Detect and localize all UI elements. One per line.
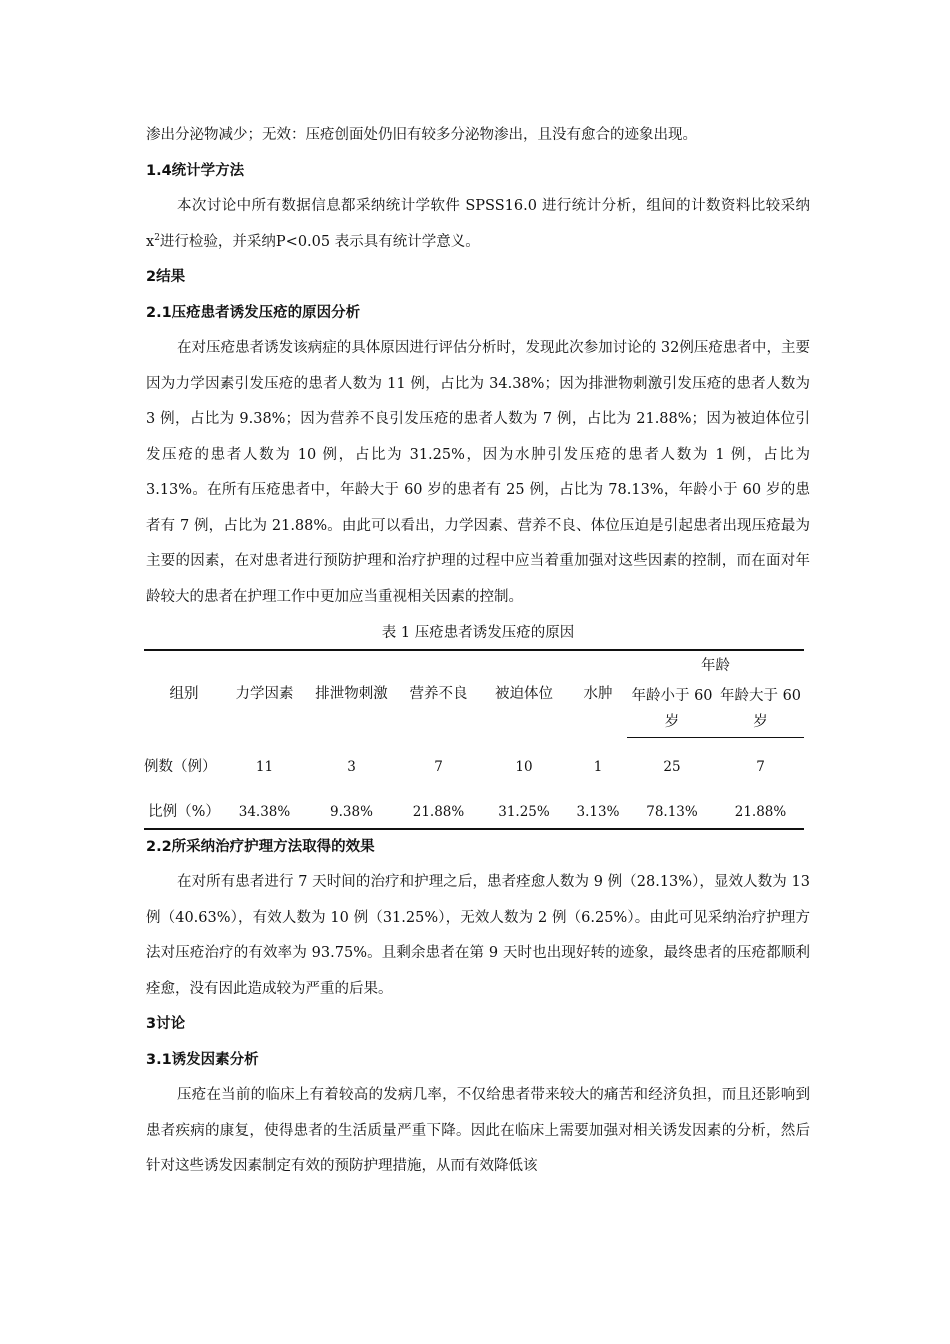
ratio-cell-3: 21.88%: [412, 803, 465, 820]
header-group: 组别: [169, 686, 199, 703]
header-col-7: 年龄大于 60 岁: [717, 681, 804, 738]
factor-analysis-paragraph: 压疮在当前的临床上有着较高的发病几率，不仅给患者带来较大的痛苦和经济负担，而且还影响到患者疾病的康复，使得患者的生活质量严重下降。因此在临床上需要加强对相关诱发因素的分析，然后针对这些诱发因素制定有效的预防护理措施，从而有效降低该: [146, 1087, 810, 1174]
count-cell-3: 7: [434, 758, 443, 775]
section-heading-2-2: 2.2所采纳治疗护理方法取得的效果: [146, 838, 375, 855]
page-content: [146, 118, 810, 1185]
header-col-3: 营养不良: [409, 686, 468, 703]
cause-analysis-paragraph: 在对压疮患者诱发该病症的具体原因进行评估分析时，发现此次参加讨论的 32例压疮患者中，主要因为力学因素引发压疮的患者人数为 11 例，占比为 34.38%；因为排泄物刺激引发压疮的患者人数为 3 例，占比为 9.38%；因为营养不良引发压疮的患者人数为 7 例，占比为 21.88%；因为被迫体位引发压疮的患者人数为 10 例，占比为 31.25%，因为水肿引发压疮的患者人数为 1 例，占比为 3.13%。在所有压疮患者中，年龄大于 60 岁的患者有 25 例，占比为 78.13%，年龄小于 60 岁的患者有 7 例，占比为 21.88%。由此可以看出，力学因素、营养不良、体位压迫是引起患者出现压疮最为主要的因素，在对患者进行预防护理和治疗护理的过程中应当着重加强对这些因素的控制，而在面对年龄较大的患者在护理工作中更加应当重视相关因素的控制。: [146, 340, 810, 605]
count-cell-6: 25: [663, 758, 681, 775]
header-age-group: 年龄: [701, 658, 730, 674]
section-heading-3: 3讨论: [146, 1016, 186, 1032]
treatment-effect-paragraph: 在对所有患者进行 7 天时间的治疗和护理之后，患者痊愈人数为 9 例（28.13%），显效人数为 13 例（40.63%），有效人数为 10 例（31.25%），无效人数为 2 例（6.25%）。由此可见采纳治疗护理方法对压疮治疗的有效率为 93.75%。且剩余患者在第 9 天时也出现好转的迹象，最终患者的压疮都顺利痊愈，没有因此造成较为严重的后果。: [146, 874, 810, 997]
header-col-6: 年龄小于 60 岁: [627, 681, 717, 738]
table-header-row-1: [144, 650, 804, 681]
continued-paragraph: 渗出分泌物减少；无效：压疮创面处仍旧有较多分泌物渗出，且没有愈合的迹象出现。: [146, 127, 697, 143]
row-label-ratio: 比例（%）: [148, 803, 220, 820]
section-heading-2: 2结果: [146, 269, 186, 285]
section-heading-1-4: 1.4统计学方法: [146, 162, 245, 179]
count-cell-5: 1: [593, 758, 603, 775]
ratio-cell-7: 21.88%: [734, 803, 787, 820]
ratio-cell-5: 3.13%: [576, 803, 620, 820]
header-col-5: 水肿: [583, 686, 613, 703]
count-cell-4: 10: [515, 758, 533, 775]
header-col-4: 被迫体位: [495, 686, 553, 703]
table-caption: 表 1 压疮患者诱发压疮的原因: [381, 625, 575, 641]
statistics-text-part1: 本次讨论中所有数据信息都采纳统计学软件 SPSS16.0 进行统计分析，组间的计数资料比较采纳 x: [146, 198, 810, 250]
section-heading-2-1: 2.1压疮患者诱发压疮的原因分析: [146, 304, 361, 321]
chi-square-superscript: 2: [154, 232, 160, 243]
ratio-cell-6: 78.13%: [646, 803, 698, 820]
statistics-text-part2: 进行检验，并采纳P<0.05 表示具有统计学意义。: [159, 233, 480, 250]
ratio-cell-1: 34.38%: [238, 803, 291, 820]
ratio-cell-4: 31.25%: [498, 803, 550, 820]
count-cell-2: 3: [347, 758, 356, 775]
row-label-count: 例数（例）: [144, 758, 217, 775]
table-row-ratio: [144, 796, 804, 829]
count-cell-7: 7: [756, 758, 765, 775]
table-row-count: [144, 738, 804, 796]
count-cell-1: 11: [255, 758, 274, 775]
causes-table: [144, 649, 804, 830]
ratio-cell-2: 9.38%: [330, 803, 373, 820]
header-col-2: 排泄物刺激: [315, 686, 388, 703]
header-col-1: 力学因素: [235, 686, 294, 703]
statistics-paragraph: [146, 189, 810, 260]
section-heading-3-1: 3.1诱发因素分析: [146, 1051, 259, 1068]
